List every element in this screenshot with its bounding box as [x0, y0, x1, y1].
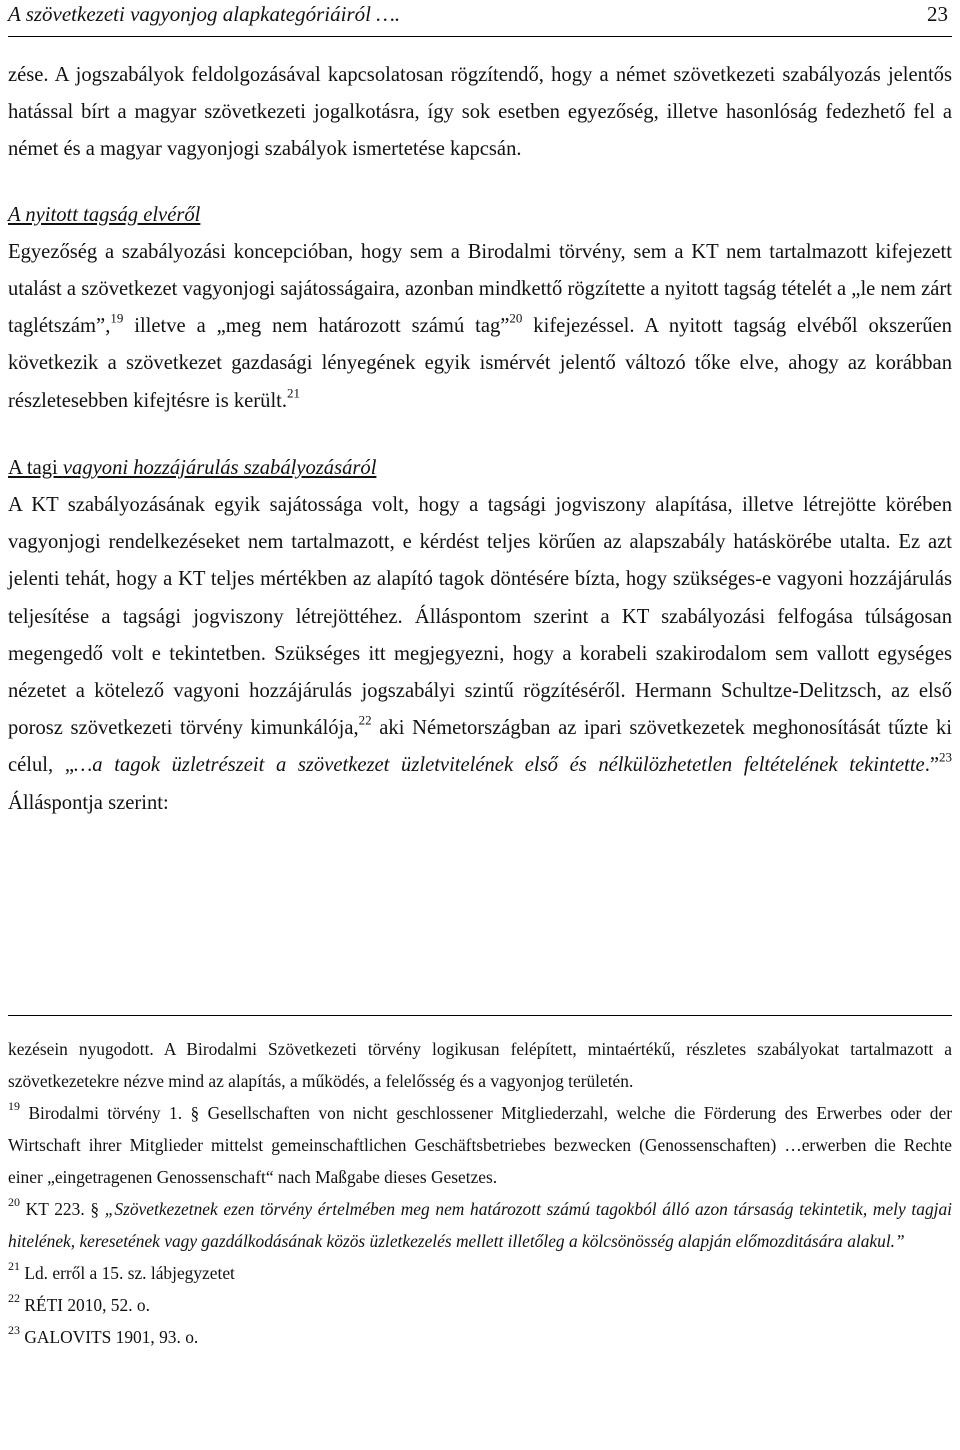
footnote-separator: [8, 1015, 952, 1016]
footnote-ref-22[interactable]: 22: [358, 712, 372, 728]
footnote-ref-20[interactable]: 20: [509, 310, 523, 326]
section-title-open-membership: A nyitott tagság elvéről: [8, 203, 201, 226]
footnote-ref-21[interactable]: 21: [287, 384, 301, 400]
paragraph-open-membership: Egyezőség a szabályozási koncepcióban, hogy sem a Birodalmi törvény, sem a KT nem tartalmazott kifejezett utalást a szövetkezet vagyonjogi sajátosságaira, azonban mindkettő rögzítette a nyitott tagság tételét a „le nem zárt taglétszám”,$^{19}$ illetve a „meg nem határozott számú tag”$^{20}$ kifejezéssel. A nyitott tagság elvéből okszerűen következik a szövetkezet gazdasági lényegének egyik ismérvét jelentő változó tőke elve, ahogy az korábban részletesebben kifejtésre is került.$^{21}$: [8, 240, 952, 412]
footnote-ref-23[interactable]: 23: [939, 749, 952, 765]
footnote-19: $^{19}$ Birodalmi törvény 1. § Gesellschaften von nicht geschlossener Mitgliederzahl, welche die Förderung des Erwerbes oder der Wirtschaft ihrer Mitglieder mittelst gemeinschaftlichen Geschäftsbetriebes bezwecken (Genossenschaften) …erwerben die Rechte einer „eingetragenen Genossenschaft“ nach Maßgabe dieses Gesetzes.: [8, 1099, 952, 1187]
schultze-quote: …a tagok üzletrészeit a szövetkezet üzletvitelének első és nélkülözhetetlen feltételének tekintette: [73, 754, 925, 777]
footnotes: [8, 1033, 952, 1353]
paragraph-contribution: A KT szabályozásának egyik sajátossága volt, hogy a tagsági jogviszony alapítása, illetve létrejötte körében vagyonjogi rendelkezéseket nem tartalmazott, e kérdést teljes körűen az alapszabály hatáskörébe utalta. Ez azt jelenti tehát, hogy a KT teljes mértékben az alapító tagok döntésére bízta, hogy szükséges-e vagyoni hozzájárulás teljesítése a tagsági jogviszony létrejöttéhez. Álláspontom szerint a KT szabályozási felfogása túlságosan megengedő volt e tekintetben. Szükséges itt megjegyezni, hogy a korabeli szakirodalom sem vallott egységes nézetet a kötelező vagyoni hozzájárulás jogszabályi szintű rögzítéséről. Hermann Schultze-Delitzsch, az első porosz szövetkezeti törvény kimunkálója,$^{22}$ aki Németországban az ipari szövetkezetek meghonosítását tűzte ki célul, „…a tagok üzletrészeit a szövetkezet üzletvitelének első és nélkülözhetetlen feltételének tekintette.”$^{23}$ Álláspontja szerint:: [8, 494, 952, 814]
running-header: [8, 0, 952, 37]
footnote-22: $^{22}$ RÉTI 2010, 52. o.: [8, 1291, 150, 1315]
paragraph-intro: zése. A jogszabályok feldolgozásával kapcsolatosan rögzítendő, hogy a német szövetkezeti szabályozás jelentős hatással bírt a magyar szövetkezeti jogalkotásra, így sok esetben egyezőség, illetve hasonlóság fedezhető fel a német és a magyar vagyonjogi szabályok ismertetése kapcsán.: [8, 64, 952, 161]
footnote-ref-19[interactable]: 19: [110, 310, 124, 326]
footnote-21: $^{21}$ Ld. erről a 15. sz. lábjegyzetet: [8, 1259, 235, 1283]
page-number: 23: [927, 2, 948, 26]
section-title-contribution: A tagi vagyoni hozzájárulás szabályozásáról: [8, 456, 377, 479]
main-text: [8, 57, 952, 822]
footnote-23: $^{23}$ GALOVITS 1901, 93. o.: [8, 1323, 199, 1347]
footnote-20: $^{20}$ KT 223. § „Szövetkezetnek ezen törvény értelmében meg nem határozott számú tagokból álló azon társaság tekintetik, mely tagjai hitelének, keresetének vagy gazdálkodásának közös üzletkezelés mellett illetőleg a kölcsönösség alapján előmozditására alakul.”: [8, 1195, 952, 1251]
footnote-continuation: kezésein nyugodott. A Birodalmi Szövetkezeti törvény logikusan felépített, mintaértékű, részletes szabályokat tartalmazott a szövetkezetekre nézve mind az alapítás, a működés, a felelősség és a vagyonjog területén.: [8, 1039, 952, 1091]
running-title: A szövetkezeti vagyonjog alapkategóriáiról ….: [8, 2, 401, 26]
